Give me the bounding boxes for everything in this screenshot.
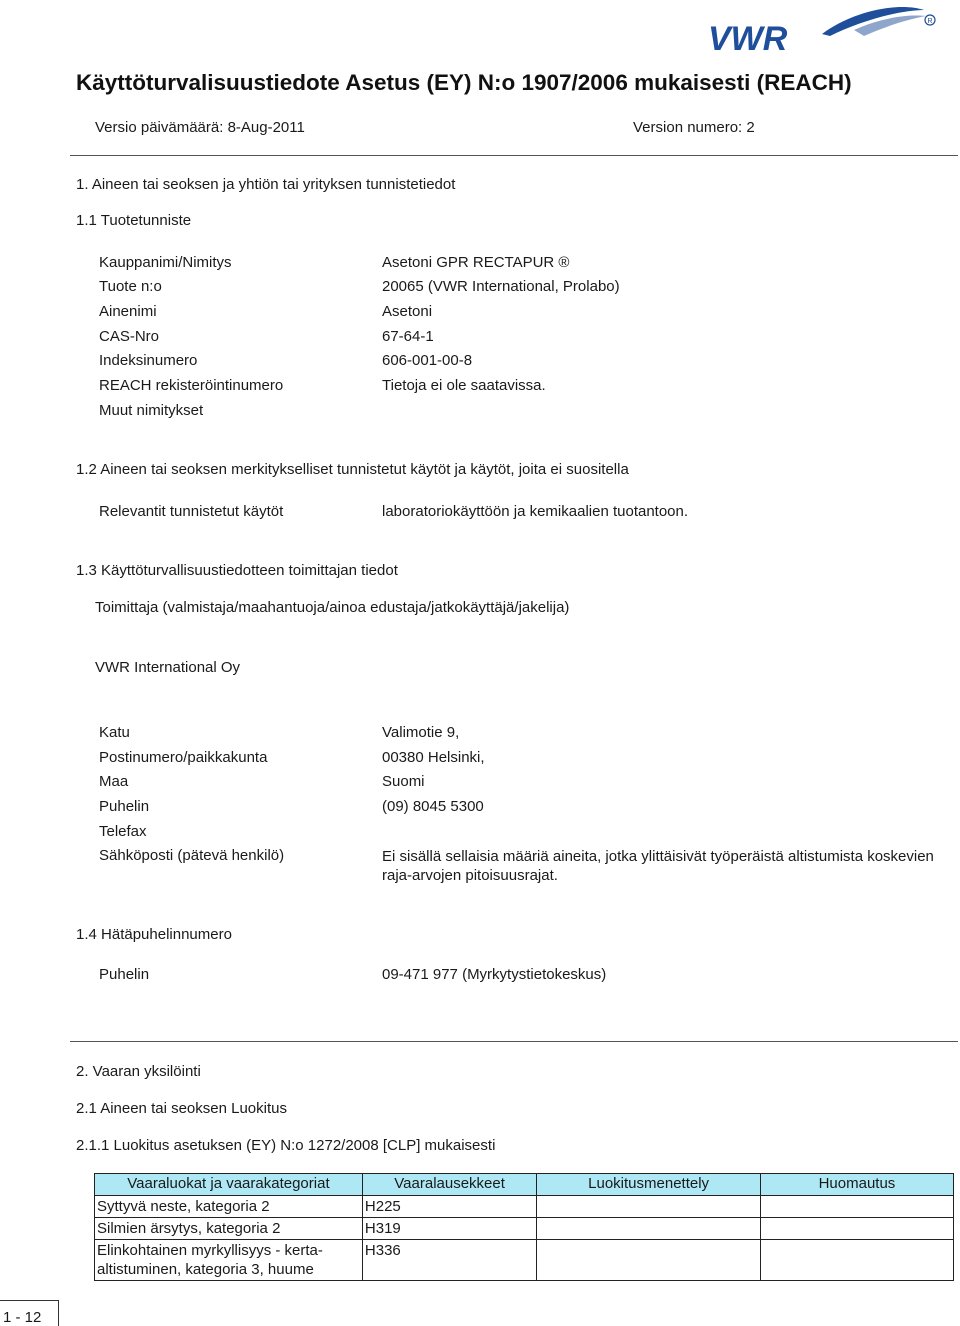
classification-table <box>94 1173 954 1281</box>
table-row <box>95 1196 954 1218</box>
note-cell <box>760 1196 953 1218</box>
section-1-3-heading: 1.3 Käyttöturvallisuustiedotteen toimittajan tiedot <box>76 562 398 579</box>
table-row <box>95 1240 954 1281</box>
cas-number-value: 67-64-1 <box>382 328 434 345</box>
section-divider <box>70 1041 958 1042</box>
identified-uses-value: laboratoriokäyttöön ja kemikaalien tuotantoon. <box>382 503 689 520</box>
hazard-statement-cell: H225 <box>362 1196 536 1218</box>
column-header: Huomautus <box>760 1174 953 1196</box>
hazard-statement-cell: H336 <box>362 1240 536 1281</box>
section-1-4-heading: 1.4 Hätäpuhelinnumero <box>76 926 232 943</box>
document-title: Käyttöturvalisuustiedote Asetus (EY) N:o 1907/2006 mukaisesti (REACH) <box>76 70 852 95</box>
hazard-class-cell: Elinkohtainen myrkyllisyys - kerta-altistuminen, kategoria 3, huume <box>95 1240 363 1281</box>
street-value: Valimotie 9, <box>382 724 460 741</box>
table-row <box>95 1218 954 1240</box>
email-value: Ei sisällä sellaisia määriä aineita, jotka ylittäisivät työperäistä altistumista koskevien raja-arvojen pitoisuusrajat. <box>382 848 934 884</box>
table-header-row <box>95 1174 954 1196</box>
country-label: Maa <box>99 773 129 790</box>
email-label: Sähköposti (pätevä henkilö) <box>99 847 285 864</box>
version-number: Version numero: 2 <box>633 119 755 136</box>
section-1-2-heading: 1.2 Aineen tai seoksen merkitykselliset tunnistetut käytöt ja käytöt, joita ei suositella <box>76 461 629 478</box>
reach-number-label: REACH rekisteröintinumero <box>99 377 284 394</box>
country-value: Suomi <box>382 773 425 790</box>
hazard-statement-cell: H319 <box>362 1218 536 1240</box>
telefax-label: Telefax <box>99 823 147 840</box>
identified-uses-label: Relevantit tunnistetut käytöt <box>99 503 284 520</box>
index-number-value: 606-001-00-8 <box>382 352 473 369</box>
section-2-1-1-heading: 2.1.1 Luokitus asetuksen (EY) N:o 1272/2008 [CLP] mukaisesti <box>76 1137 496 1154</box>
section-2-1-heading: 2.1 Aineen tai seoksen Luokitus <box>76 1100 287 1117</box>
product-number-label: Tuote n:o <box>99 278 162 295</box>
cas-number-label: CAS-Nro <box>99 328 160 345</box>
street-label: Katu <box>99 724 130 741</box>
trade-name-value: Asetoni GPR RECTAPUR ® <box>382 254 570 271</box>
emergency-phone-label: Puhelin <box>99 966 150 983</box>
registered-icon: R <box>927 18 933 25</box>
section-1-heading: 1. Aineen tai seoksen ja yhtiön tai yrityksen tunnistetiedot <box>76 176 456 193</box>
note-cell <box>760 1240 953 1281</box>
section-1-1-heading: 1.1 Tuotetunniste <box>76 212 192 229</box>
section-2-heading: 2. Vaaran yksilöinti <box>76 1063 201 1080</box>
logo-text: VWR <box>708 20 788 56</box>
emergency-phone-value: 09-471 977 (Myrkytystietokeskus) <box>382 966 607 983</box>
trade-name-label: Kauppanimi/Nimitys <box>99 254 232 271</box>
other-names-label: Muut nimitykset <box>99 402 204 419</box>
header-divider <box>70 155 958 156</box>
supplier-company: VWR International Oy <box>95 659 241 676</box>
postal-value: 00380 Helsinki, <box>382 749 485 766</box>
postal-label: Postinumero/paikkakunta <box>99 749 268 766</box>
reach-number-value: Tietoja ei ole saatavissa. <box>382 377 546 394</box>
column-header: Vaaralausekkeet <box>362 1174 536 1196</box>
procedure-cell <box>537 1218 761 1240</box>
column-header: Luokitusmenettely <box>537 1174 761 1196</box>
procedure-cell <box>537 1196 761 1218</box>
substance-name-label: Ainenimi <box>99 303 157 320</box>
vwr-logo <box>704 4 940 56</box>
procedure-cell <box>537 1240 761 1281</box>
substance-name-value: Asetoni <box>382 303 433 320</box>
index-number-label: Indeksinumero <box>99 352 198 369</box>
product-number-value: 20065 (VWR International, Prolabo) <box>382 278 620 295</box>
version-date: Versio päivämäärä: 8-Aug-2011 <box>95 119 305 136</box>
phone-label: Puhelin <box>99 798 150 815</box>
supplier-role: Toimittaja (valmistaja/maahantuoja/ainoa edustaja/jatkokäyttäjä/jakelija) <box>95 599 570 616</box>
hazard-class-cell: Silmien ärsytys, kategoria 2 <box>95 1218 363 1240</box>
phone-value: (09) 8045 5300 <box>382 798 484 815</box>
hazard-class-cell: Syttyvä neste, kategoria 2 <box>95 1196 363 1218</box>
page-number: 1 - 12 <box>3 1309 42 1326</box>
column-header: Vaaraluokat ja vaarakategoriat <box>95 1174 363 1196</box>
note-cell <box>760 1218 953 1240</box>
